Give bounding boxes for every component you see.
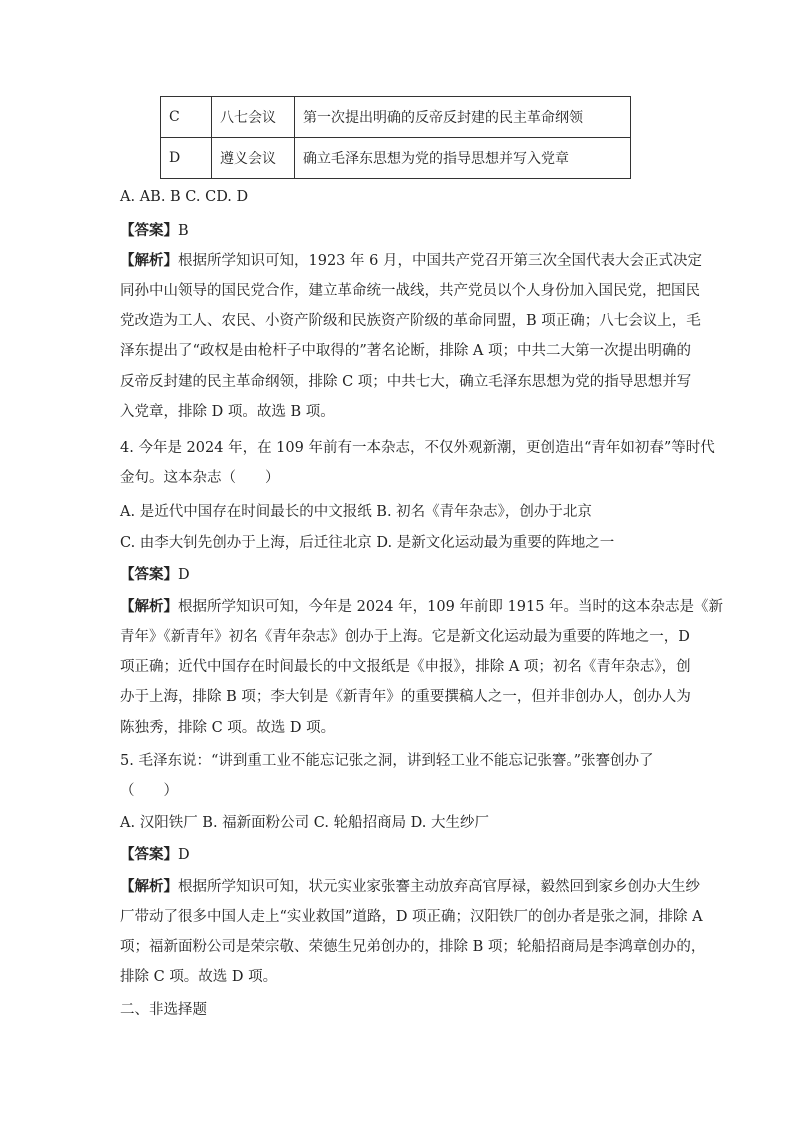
answer-label: 【答案】 [120, 222, 178, 239]
section-title: 二、非选择题 [120, 1002, 207, 1018]
q3-options: A. AB. B C. CD. D [120, 189, 249, 205]
analysis-text: 根据所学知识可知，1923 年 6 月，中国共产党召开第三次全国代表大会正式决定 [178, 253, 702, 269]
q4-options-line: C. 由李大钊先创办于上海，后迁往北京 D. 是新文化运动最为重要的阵地之一 [120, 535, 615, 551]
table-row [161, 138, 631, 179]
q3-analysis-line: 反帝反封建的民主革命纲领，排除 C 项；中共七大，确立毛泽东思想为党的指导思想并写 [120, 374, 692, 390]
options-table [160, 96, 631, 179]
analysis-label: 【解析】 [120, 598, 178, 615]
q5-analysis-line: 项；福新面粉公司是荣宗敬、荣德生兄弟创办的，排除 B 项；轮船招商局是李鸿章创办的， [120, 939, 706, 955]
q4-analysis-line: 办于上海，排除 B 项；李大钊是《新青年》的重要撰稿人之一，但并非创办人，创办人为 [120, 689, 691, 705]
analysis-text: 根据所学知识可知，今年是 2024 年，109 年前即 1915 年。当时的这本杂志是《新 [178, 599, 724, 615]
answer-value: D [178, 847, 190, 863]
q5-analysis-line: 排除 C 项。故选 D 项。 [120, 969, 278, 985]
analysis-label: 【解析】 [120, 878, 178, 895]
table-cell-meeting: 遵义会议 [212, 138, 295, 179]
q5-options-line: A. 汉阳铁厂 B. 福新面粉公司 C. 轮船招商局 D. 大生纱厂 [120, 815, 490, 831]
q5-answer [120, 845, 190, 865]
q5-stem-line: 5. 毛泽东说：“讲到重工业不能忘记张之洞，讲到轻工业不能忘记张謇。”张謇创办了 [120, 753, 654, 769]
q3-analysis-line: 党改造为工人、农民、小资产阶级和民族资产阶级的革命同盟，B 项正确；八七会议上，毛 [120, 313, 701, 329]
q3-analysis-line [120, 251, 702, 271]
table-cell-meeting: 八七会议 [212, 97, 295, 138]
q3-answer [120, 221, 189, 241]
answer-label: 【答案】 [120, 846, 178, 863]
q5-analysis-line [120, 877, 700, 897]
answer-value: D [178, 567, 190, 583]
q5-analysis-line: 厂带动了很多中国人走上“实业救国”道路，D 项正确；汉阳铁厂的创办者是张之洞，排除 A [120, 909, 703, 925]
answer-label: 【答案】 [120, 566, 178, 583]
q4-stem-line: 金句。这本杂志（ ） [120, 470, 280, 486]
q4-analysis-line: 陈独秀，排除 C 项。故选 D 项。 [120, 720, 336, 736]
q4-analysis-line [120, 597, 723, 617]
answer-value: B [178, 223, 189, 239]
table-cell-desc: 第一次提出明确的反帝反封建的民主革命纲领 [295, 97, 631, 138]
q3-analysis-line: 泽东提出了“政权是由枪杆子中取得的”著名论断，排除 A 项；中共二大第一次提出明确的 [120, 343, 692, 359]
q4-stem-line: 4. 今年是 2024 年，在 109 年前有一本杂志，不仅外观新潮，更创造出“青年如初春”等时代 [120, 440, 715, 456]
analysis-label: 【解析】 [120, 252, 178, 269]
table-cell-desc: 确立毛泽东思想为党的指导思想并写入党章 [295, 138, 631, 179]
q5-stem-line: （ ） [120, 783, 178, 799]
q3-analysis-line: 入党章，排除 D 项。故选 B 项。 [120, 404, 335, 420]
q4-analysis-line: 青年》《新青年》初名《青年杂志》创办于上海。它是新文化运动最为重要的阵地之一，D [120, 629, 690, 645]
q4-analysis-line: 项正确；近代中国存在时间最长的中文报纸是《申报》，排除 A 项；初名《青年杂志》，创 [120, 659, 691, 675]
q3-analysis-line: 同孙中山领导的国民党合作，建立革命统一战线，共产党员以个人身份加入国民党，把国民 [120, 283, 700, 299]
table-cell-letter: D [161, 138, 212, 179]
analysis-text: 根据所学知识可知，状元实业家张謇主动放弃高官厚禄，毅然回到家乡创办大生纱 [178, 879, 700, 895]
q4-answer [120, 565, 190, 585]
q4-options-line: A. 是近代中国存在时间最长的中文报纸 B. 初名《青年杂志》，创办于北京 [120, 504, 592, 520]
table-row [161, 97, 631, 138]
table-cell-letter: C [161, 97, 212, 138]
